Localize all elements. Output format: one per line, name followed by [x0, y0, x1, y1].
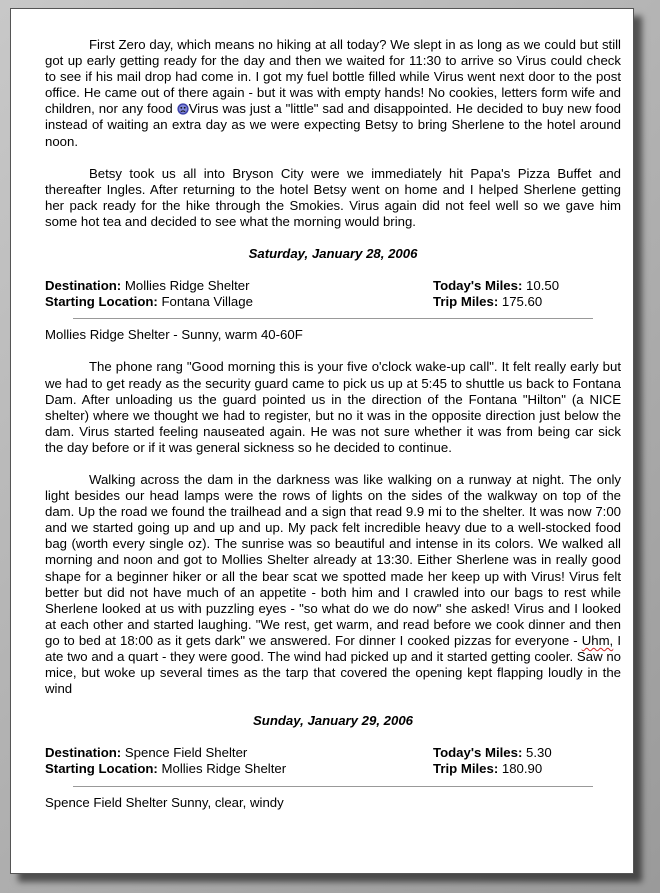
- day2-trip-miles: 180.90: [501, 761, 543, 777]
- day1-paragraph-2-b: I ate two and a quart - they were good. The wind had picked up and it started getting cooler. Saw no mice, but woke up several times as the tarp that covered the opening kept flapping loudly in the wind: [45, 632, 621, 697]
- day2-weather: Spence Field Shelter Sunny, clear, windy: [45, 794, 284, 810]
- day2-stats-row-2: [45, 761, 621, 777]
- day1-paragraph-2-a: Walking across the dam in the darkness was like walking on a runway at night. The only light besides our head lamps were the rows of lights on the sides of the walkway on top of the dam. Up the road we found the trailhead and a sign that read 9.9 mi to the shelter. It was now 7:00 and we started going up and up and up. My pack felt incredible heavy due to a well-stocked food bag (worth every single oz). The sunrise was so beautiful and intense in its colors. We walked all morning and noon and got to Mollies Shelter already at 13:30. Either Sherlene was in really good shape for a beginner hiker or all the bear scat we spotted made her keep up with Virus! Virus felt better but did not have much of an appetite - both him and I crawled into our bags to rest while Sherlene looked at us with puzzling eyes - "so what do we do now" she asked! Virus and I looked at each other and started laughing. "We rest, get warm, and read before we cook dinner and then go to bed at 18:00 as it gets dark" we answered. For dinner I cooked pizzas for everyone -: [45, 471, 621, 648]
- day2-todays-miles-label: Today's Miles:: [433, 745, 523, 761]
- day2-trip-miles-label: Trip Miles:: [433, 761, 499, 777]
- day2-start: Mollies Ridge Shelter: [161, 761, 287, 777]
- intro-paragraph-1-a: First Zero day, which means no hiking at all today? We slept in as long as we could but still got up early getting ready for the day and then we waited for 11:30 to arrive so Virus could check to see if his mail drop had come in. I got my fuel bottle filled while Virus went next door to the post office. He came out of there again - but it was with empty hands! No cookies, letters form wife and children, nor any food: [45, 37, 621, 117]
- day2-stats-row-1: [45, 745, 621, 761]
- day1-paragraph-1: The phone rang "Good morning this is your five o'clock wake-up call". It felt really early but we had to get ready as the security guard came to pick us up at 5:45 to shuttle us back to Fontana Dam. After unloading us the guard pointed us in the direction of the Fontana "Hilton" (a NICE shelter) where we thought we had to register, but no it was in the opposite direction just below the dam. Virus started feeling nauseated again. He was not sure whether it was from being car sick the day before or if it was general sickness so he decided to continue.: [45, 359, 621, 455]
- day1-destination-label: Destination:: [45, 278, 122, 294]
- intro-paragraph-1: [45, 37, 621, 150]
- day1-date-heading: Saturday, January 28, 2006: [248, 246, 418, 262]
- day1-stats-row-2: [45, 294, 621, 310]
- day2-todays-miles: 5.30: [526, 745, 552, 761]
- day1-todays-miles: 10.50: [526, 278, 560, 294]
- day1-paragraph-2: [45, 472, 621, 697]
- day1-trip-miles: 175.60: [501, 294, 543, 310]
- day1-destination: Mollies Ridge Shelter: [124, 278, 250, 294]
- day1-start-label: Starting Location:: [45, 294, 158, 310]
- day1-start: Fontana Village: [161, 294, 253, 310]
- day2-destination: Spence Field Shelter: [124, 745, 248, 761]
- spellcheck-word: Uhm,: [581, 632, 614, 648]
- day1-divider: [73, 318, 593, 319]
- day2-destination-label: Destination:: [45, 745, 122, 761]
- day1-weather: Mollies Ridge Shelter - Sunny, warm 40-60F: [45, 327, 303, 343]
- intro-paragraph-2: Betsy took us all into Bryson City were we immediately hit Papa's Pizza Buffet and thereafter Ingles. After returning to the hotel Betsy went on home and I helped Sherlene getting her pack ready for the hike through the Smokies. Virus again did not feel well so we gave him some hot tea and decided to see what the morning would bring.: [45, 165, 621, 229]
- intro-paragraph-1-b: Virus was just a "little" sad and disappointed. He decided to buy new food instead of waiting an extra day as we were expecting Betsy to bring Sherlene to the hotel around noon.: [45, 101, 621, 149]
- day2-divider: [73, 786, 593, 787]
- sad-face-icon: [177, 103, 189, 115]
- day2-date-heading: Sunday, January 29, 2006: [252, 713, 414, 729]
- day1-stats-row-1: [45, 278, 621, 294]
- day1-trip-miles-label: Trip Miles:: [433, 294, 499, 310]
- day1-todays-miles-label: Today's Miles:: [433, 278, 523, 294]
- journal-page: [10, 8, 634, 874]
- journal-content: [45, 37, 621, 811]
- day2-start-label: Starting Location:: [45, 761, 158, 777]
